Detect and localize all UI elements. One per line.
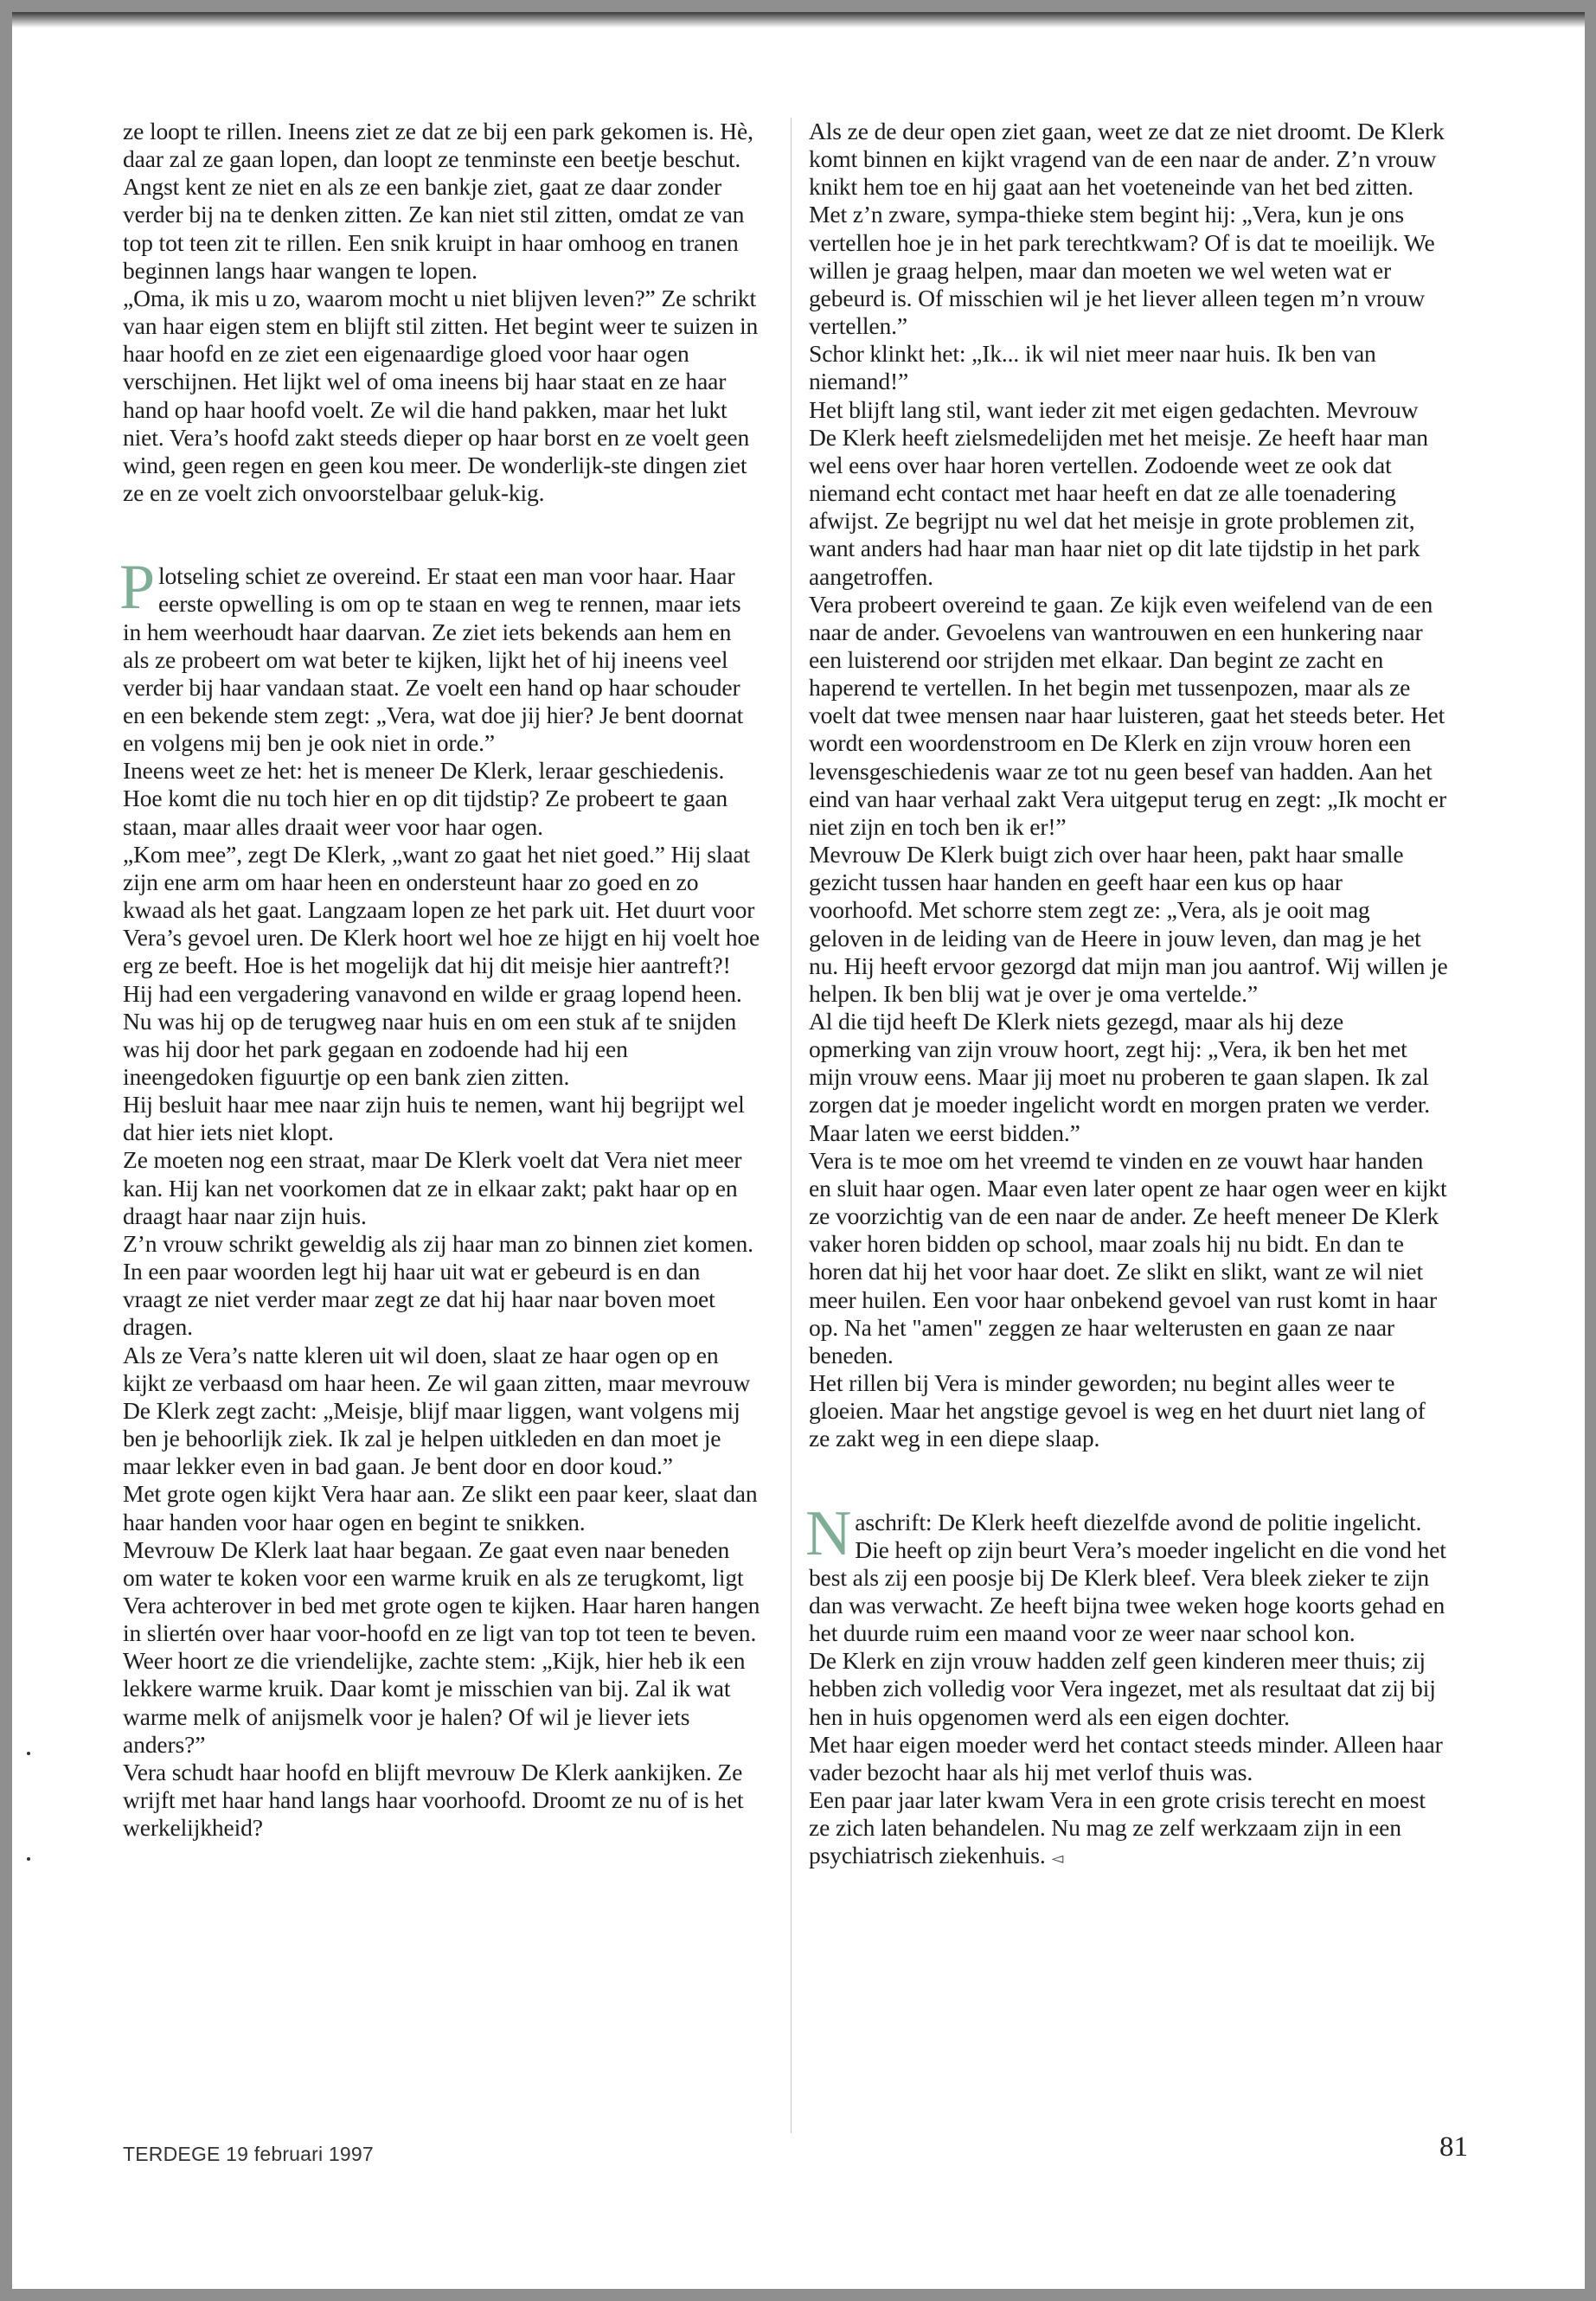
scan-edge-shadow bbox=[12, 12, 1585, 28]
postscript-opening bbox=[805, 1497, 1449, 1648]
magazine-page bbox=[12, 12, 1585, 2289]
dropcap-letter: P bbox=[119, 552, 156, 624]
paragraph: Z’n vrouw schrikt geweldig als zij haar man zo binnen ziet komen. In een paar woorden legt hij haar uit wat er gebeurd is en dan vraagt ze niet verder maar zegt ze dat hij haar naar boven moet dragen. bbox=[123, 1229, 753, 1341]
paragraph: Met grote ogen kijkt Vera haar aan. Ze slikt een paar keer, slaat dan haar handen voor haar ogen en begint te snikken. bbox=[123, 1480, 758, 1535]
column-divider bbox=[791, 118, 792, 2133]
paragraph: „Oma, ik mis u zo, waarom mocht u niet blijven leven?” Ze schrikt van haar eigen stem en blijft stil zitten. Het begint weer te suizen in haar hoofd en ze ziet een eigenaardige gloed voor haar ogen verschijnen. Het lijkt wel of oma ineens bij haar staat en ze haar hand op haar hoofd voelt. Ze wil die hand pakken, maar het lukt niet. Vera’s hoofd zakt steeds dieper op haar borst en ze voelt geen wind, geen regen en geen kou meer. De wonderlijk-ste dingen ziet ze en ze voelt zich onvoorstelbaar geluk-kig. bbox=[123, 284, 759, 507]
paragraph: „Kom mee”, zegt De Klerk, „want zo gaat het niet goed.” Hij slaat zijn ene arm om haar heen en ondersteunt haar zo goed en zo kwaad als het gaat. Langzaam lopen ze het park uit. Het duurt voor Vera’s gevoel uren. De Klerk hoort wel hoe ze hijgt en hij voelt hoe erg ze beeft. Hoe is het mogelijk dat hij dit meisje hier aantreft?! Hij had een vergadering vanavond en wilde er graag lopend heen. Nu was hij op de terugweg naar huis en om een stuk af te snijden was hij door het park gegaan en zodoende had hij een ineengedoken figuurtje op een bank zien zitten. bbox=[123, 840, 760, 1090]
publication-footer: TERDEGE 19 februari 1997 bbox=[123, 2143, 374, 2165]
section-gap bbox=[809, 1453, 1449, 1509]
paragraph: Met haar eigen moeder werd het contact steeds minder. Alleen haar vader bezocht haar als hij met verlof thuis was. bbox=[809, 1730, 1443, 1785]
dropcap-letter: N bbox=[805, 1497, 852, 1569]
paragraph: Al die tijd heeft De Klerk niets gezegd, maar als hij deze opmerking van zijn vrouw hoort, zegt hij: „Vera, ik ben het met mijn vrouw eens. Maar jij moet nu proberen te gaan slapen. Ik zal zorgen dat je moeder ingelicht wordt en morgen praten we verder. Maar laten we eerst bidden.” bbox=[809, 1008, 1431, 1146]
paragraph: Mevrouw De Klerk laat haar begaan. Ze gaat even naar beneden om water te koken voor een warme kruik en als ze terugkomt, ligt Vera achterover in bed met grote ogen te kijken. Haar haren hangen in sliertén over haar voor-hoofd en ze ligt van top tot teen te beven. bbox=[123, 1535, 760, 1647]
paragraph: Schor klinkt het: „Ik... ik wil niet meer naar huis. Ik ben van niemand!” bbox=[809, 340, 1376, 395]
paragraph: Vera schudt haar hoofd en blijft mevrouw De Klerk aankijken. Ze wrijft met haar hand langs haar voorhoofd. Droomt ze nu of is het werkelijkheid? bbox=[123, 1758, 744, 1842]
scan-speck bbox=[27, 1857, 30, 1861]
paragraph: Het rillen bij Vera is minder geworden; nu begint alles weer te gloeien. Maar het angstige gevoel is weg en het duurt niet lang of ze zakt weg in een diepe slaap. bbox=[809, 1369, 1426, 1452]
section-opening bbox=[119, 552, 763, 757]
paragraph: Hij besluit haar mee naar zijn huis te nemen, want hij begrijpt wel dat hier iets niet klopt. bbox=[123, 1091, 745, 1146]
paragraph: Als ze de deur open ziet gaan, weet ze dat ze niet droomt. De Klerk komt binnen en kijkt vragend van de een naar de ander. Z’n vrouw knikt hem toe en hij gaat aan het voeteneinde van het bed zitten. Met z’n zware, sympa-thieke stem begint hij: „Vera, kun je ons vertellen hoe je in het park terechtkwam? Of is dat te moeilijk. We willen je graag helpen, maar dan moeten we wel weten wat er gebeurd is. Of misschien wil je het liever alleen tegen m’n vrouw vertellen.” bbox=[809, 118, 1445, 340]
section-gap bbox=[123, 507, 763, 562]
paragraph: De Klerk en zijn vrouw hadden zelf geen kinderen meer thuis; zij hebben zich volledig voor Vera ingezet, met als resultaat dat zij bij hen in huis opgenomen werd als een eigen dochter. bbox=[809, 1647, 1436, 1730]
paragraph: Als ze Vera’s natte kleren uit wil doen, slaat ze haar ogen op en kijkt ze verbaasd om haar heen. Ze wil gaan zitten, maar mevrouw De Klerk zegt zacht: „Meisje, blijf maar liggen, want volgens mij ben je behoorlijk ziek. Ik zal je helpen uitkleden en dan moet je maar lekker even in bad gaan. Je bent door en door koud.” bbox=[123, 1341, 751, 1480]
paragraph: ze loopt te rillen. Ineens ziet ze dat ze bij een park gekomen is. Hè, daar zal ze gaan lopen, dan loopt ze tenminste een beetje beschut. Angst kent ze niet en als ze een bankje ziet, gaat ze daar zonder verder bij na te denken zitten. Ze kan niet stil zitten, omdat ze van top tot teen zit te rillen. Een snik kruipt in haar omhoog en tranen beginnen langs haar wangen te lopen. bbox=[123, 118, 753, 284]
left-column bbox=[119, 118, 763, 1842]
paragraph: Weer hoort ze die vriendelijke, zachte stem: „Kijk, hier heb ik een lekkere warme kruik. Daar komt je misschien van bij. Zal ik wat warme melk of anijsmelk voor je halen? Of wil je liever iets anders?” bbox=[123, 1647, 746, 1758]
paragraph: Het blijft lang stil, want ieder zit met eigen gedachten. Mevrouw De Klerk heeft zielsmedelijden met het meisje. Ze heeft haar man wel eens over haar horen vertellen. Zodoende weet ze ook dat niemand echt contact met haar heeft en dat ze alle toenadering afwijst. Ze begrijpt nu wel dat het meisje in grote problemen zit, want anders had haar man haar niet op dit late tijdstip in het park aangetroffen. bbox=[809, 395, 1428, 590]
page-number: 81 bbox=[1439, 2131, 1468, 2163]
right-column bbox=[805, 118, 1449, 1873]
section-first-text: lotseling schiet ze overeind. Er staat een man voor haar. Haar eerste opwelling is om op te staan en weg te rennen, maar iets in hem weerhoudt haar daarvan. Ze ziet iets bekends aan hem en als ze probeert om wat beter te kijken, lijkt het of hij ineens veel verder bij haar vandaan staat. Ze voelt een hand op haar schouder en een bekende stem zegt: „Vera, wat doe jij hier? Je bent doornat en volgens mij ben je ook niet in orde.” bbox=[123, 562, 744, 757]
paragraph: Vera probeert overeind te gaan. Ze kijk even weifelend van de een naar de ander. Gevoelens van wantrouwen en een hunkering naar een luisterend oor strijden met elkaar. Dan begint ze zacht en haperend te vertellen. In het begin met tussenpozen, maar als ze voelt dat twee mensen naar haar luisteren, gaat het steeds beter. Het wordt een woordenstroom en De Klerk en zijn vrouw horen een levensgeschiedenis waar ze tot nu geen besef van hadden. Aan het eind van haar verhaal zakt Vera uitgeput terug en zegt: „Ik mocht er niet zijn en toch ben ik er!” bbox=[809, 590, 1447, 840]
final-text: Een paar jaar later kwam Vera in een grote crisis terecht en moest ze zich laten behandelen. Nu mag ze zelf werkzaam zijn in een psychiatrisch ziekenhuis. bbox=[809, 1786, 1426, 1869]
paragraph: Vera is te moe om het vreemd te vinden en ze vouwt haar handen en sluit haar ogen. Maar even later opent ze haar ogen weer en kijkt ze voorzichtig van de een naar de ander. Ze heeft meneer De Klerk vaker horen bidden op school, maar zoals hij nu bidt. En dan te horen dat hij het voor haar doet. Ze slikt en slikt, want ze wil niet meer huilen. Een voor haar onbekend gevoel van rust komt in haar op. Na het "amen" zeggen ze haar welterusten en gaan ze naar beneden. bbox=[809, 1146, 1447, 1368]
final-paragraph bbox=[809, 1786, 1449, 1872]
paragraph: Ze moeten nog een straat, maar De Klerk voelt dat Vera niet meer kan. Hij kan net voorkomen dat ze in elkaar zakt; pakt haar op en draagt haar naar zijn huis. bbox=[123, 1146, 742, 1229]
paragraph: Ineens weet ze het: het is meneer De Klerk, leraar geschiedenis. Hoe komt die nu toch hier en op dit tijdstip? Ze probeert te gaan staan, maar alles draait weer voor haar ogen. bbox=[123, 757, 728, 840]
paragraph: Mevrouw De Klerk buigt zich over haar heen, pakt haar smalle gezicht tussen haar handen en geeft haar een kus op haar voorhoofd. Met schorre stem zegt ze: „Vera, als je ooit mag geloven in de leiding van de Heere in jouw leven, dan mag je het nu. Hij heeft ervoor gezorgd dat mijn man jou aantrof. Wij willen je helpen. Ik ben blij wat je over je oma vertelde.” bbox=[809, 841, 1448, 1007]
postscript-first-text: aschrift: De Klerk heeft diezelfde avond de politie ingelicht. Die heeft op zijn beurt Vera’s moeder ingelicht en die vond het best als zij een poosje bij De Klerk bleef. Vera bleek zieker te zijn dan was verwacht. Ze heeft bijna twee weken hoge koorts gehad en het duurde ruim een maand voor ze weer naar school kon. bbox=[809, 1508, 1446, 1647]
end-of-article-icon: ◅ bbox=[1051, 1849, 1064, 1868]
scan-speck bbox=[27, 1752, 30, 1755]
